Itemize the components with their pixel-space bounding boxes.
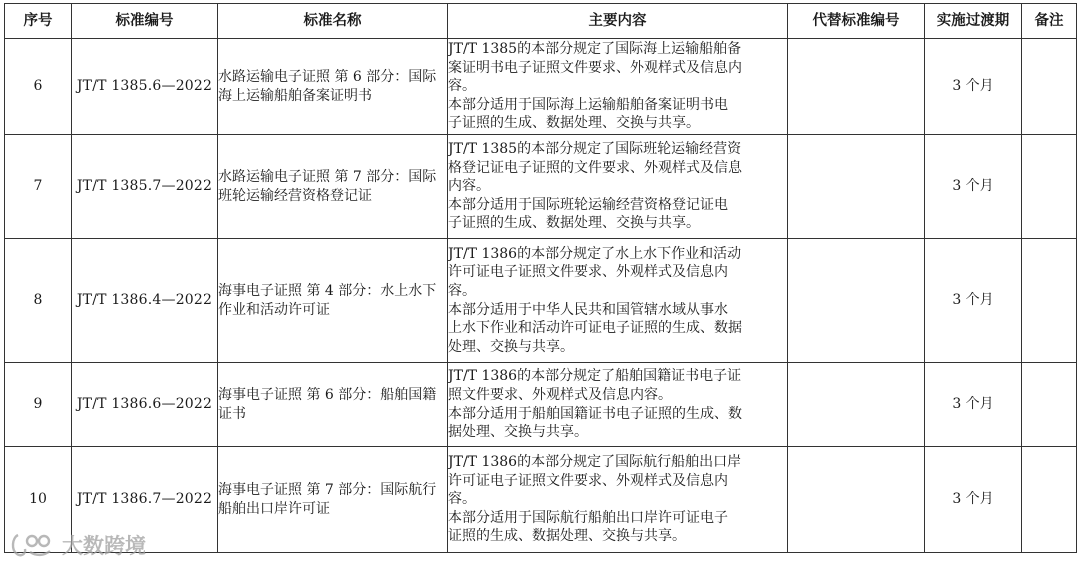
- table-row: [5, 135, 1077, 239]
- content-line: 本部分适用于国际班轮运输经营资格登记证电: [448, 196, 728, 213]
- content-line: 据处理、交换与共享。: [448, 424, 588, 441]
- content-line: 内容。: [448, 178, 490, 195]
- header-note: 备注: [1022, 4, 1077, 39]
- cell-replaces: [788, 447, 925, 553]
- content-line: 处理、交换与共享。: [448, 338, 574, 355]
- cell-no: 8: [5, 239, 72, 363]
- cell-note: [1022, 239, 1077, 363]
- table-row: [5, 239, 1077, 363]
- content-line: 本部分适用于国际海上运输船舶备案证明书电: [448, 96, 728, 113]
- cell-content: [448, 135, 788, 239]
- content-line: 本部分适用于国际航行船舶出口岸许可证电子: [448, 509, 728, 526]
- cell-period: 3 个月: [925, 239, 1022, 363]
- content-line: JT/T 1386的本部分规定了水上水下作业和活动: [448, 245, 742, 262]
- header-content: 主要内容: [448, 4, 788, 39]
- cell-code: JT/T 1386.6—2022: [72, 363, 218, 447]
- content-line: JT/T 1386的本部分规定了国际航行船舶出口岸: [448, 454, 742, 471]
- table-body: [5, 39, 1077, 553]
- table-row: [5, 447, 1077, 553]
- content-line: 容。: [448, 491, 476, 508]
- cell-name: 海事电子证照 第 7 部分：国际航行船舶出口岸许可证: [218, 447, 448, 553]
- header-code: 标准编号: [72, 4, 218, 39]
- cell-replaces: [788, 39, 925, 135]
- cell-period: 3 个月: [925, 363, 1022, 447]
- header-name: 标准名称: [218, 4, 448, 39]
- content-line: 子证照的生成、数据处理、交换与共享。: [448, 115, 700, 132]
- table-header-row: [5, 4, 1077, 39]
- cell-name: 海事电子证照 第 6 部分：船舶国籍证书: [218, 363, 448, 447]
- content-line: 案证明书电子证照文件要求、外观样式及信息内: [448, 59, 742, 76]
- content-line: JT/T 1386的本部分规定了船舶国籍证书电子证: [448, 368, 742, 385]
- cell-no: 6: [5, 39, 72, 135]
- cell-replaces: [788, 239, 925, 363]
- content-line: 许可证电子证照文件要求、外观样式及信息内: [448, 472, 728, 489]
- cell-note: [1022, 39, 1077, 135]
- header-period: 实施过渡期: [925, 4, 1022, 39]
- cell-content: [448, 239, 788, 363]
- content-line: 容。: [448, 78, 476, 95]
- cell-code: JT/T 1386.4—2022: [72, 239, 218, 363]
- cell-replaces: [788, 363, 925, 447]
- cell-period: 3 个月: [925, 135, 1022, 239]
- cell-content: [448, 39, 788, 135]
- cell-no: 10: [5, 447, 72, 553]
- cell-no: 9: [5, 363, 72, 447]
- header-no: 序号: [5, 4, 72, 39]
- cell-content: [448, 447, 788, 553]
- content-line: 格登记证电子证照的文件要求、外观样式及信息: [448, 159, 742, 176]
- content-line: 本部分适用于中华人民共和国管辖水域从事水: [448, 301, 728, 318]
- cell-name: 海事电子证照 第 4 部分：水上水下作业和活动许可证: [218, 239, 448, 363]
- cell-note: [1022, 363, 1077, 447]
- cell-code: JT/T 1386.7—2022: [72, 447, 218, 553]
- table-row: [5, 363, 1077, 447]
- cell-period: 3 个月: [925, 39, 1022, 135]
- cell-note: [1022, 447, 1077, 553]
- content-line: JT/T 1385的本部分规定了国际海上运输船舶备: [448, 41, 742, 58]
- table-row: [5, 39, 1077, 135]
- content-line: 容。: [448, 282, 476, 299]
- watermark-text: 大数跨境: [62, 534, 146, 558]
- content-line: 本部分适用于船舶国籍证书电子证照的生成、数: [448, 405, 742, 422]
- cell-replaces: [788, 135, 925, 239]
- cell-period: 3 个月: [925, 447, 1022, 553]
- content-line: 上水下作业和活动许可证电子证照的生成、数据: [448, 320, 742, 337]
- content-line: JT/T 1385的本部分规定了国际班轮运输经营资: [448, 141, 742, 158]
- cell-no: 7: [5, 135, 72, 239]
- cell-code: JT/T 1385.7—2022: [72, 135, 218, 239]
- content-line: 子证照的生成、数据处理、交换与共享。: [448, 215, 700, 232]
- cell-code: JT/T 1385.6—2022: [72, 39, 218, 135]
- cell-content: [448, 363, 788, 447]
- header-replaces: 代替标准编号: [788, 4, 925, 39]
- standards-table: [4, 3, 1077, 553]
- cell-note: [1022, 135, 1077, 239]
- content-line: 照文件要求、外观样式及信息内容。: [448, 386, 672, 403]
- content-line: 证照的生成、数据处理、交换与共享。: [448, 528, 686, 545]
- cell-name: 水路运输电子证照 第 7 部分：国际班轮运输经营资格登记证: [218, 135, 448, 239]
- content-line: 许可证电子证照文件要求、外观样式及信息内: [448, 264, 728, 281]
- cell-name: 水路运输电子证照 第 6 部分：国际海上运输船舶备案证明书: [218, 39, 448, 135]
